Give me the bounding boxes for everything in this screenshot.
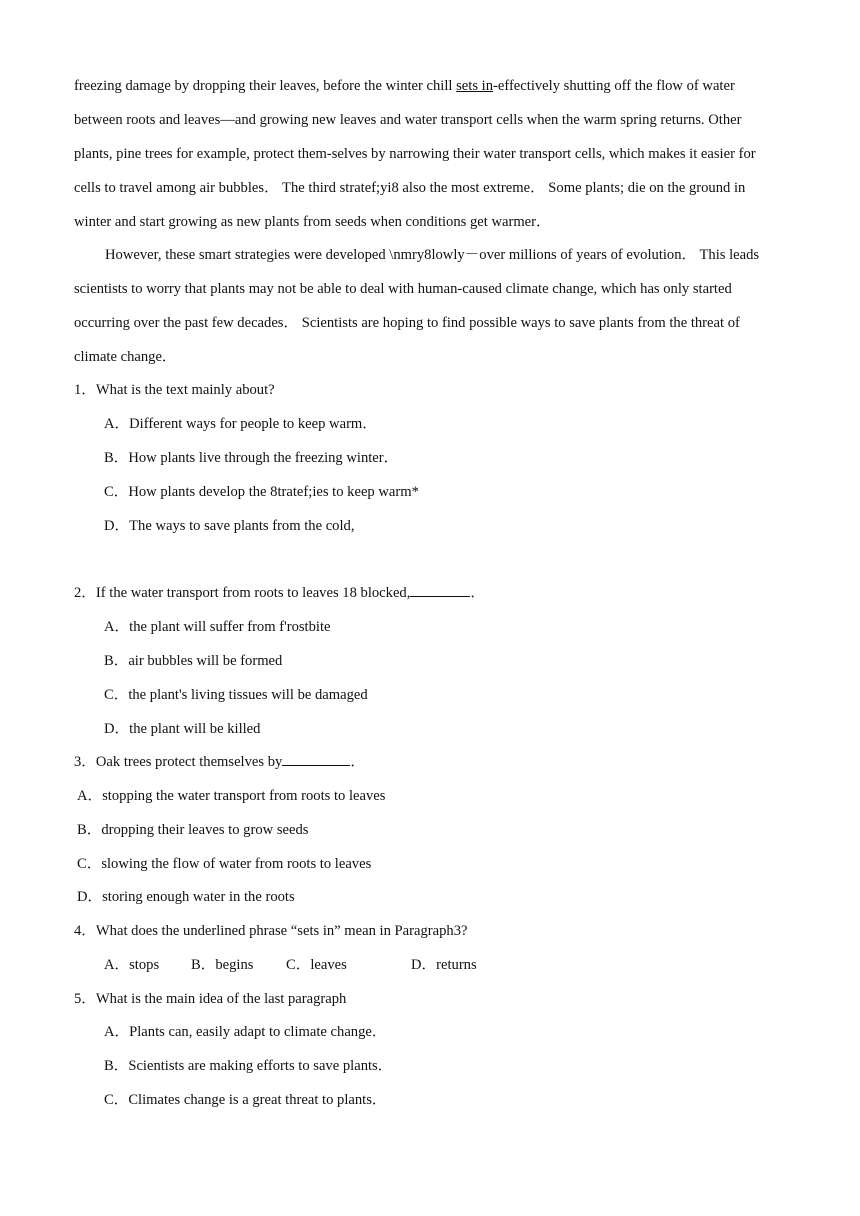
question-1-option-c[interactable]: C．How plants develop the 8tratef;ies to keep warm* [104, 484, 419, 500]
underlined-phrase: sets in [456, 78, 494, 94]
question-2-option-d[interactable]: D．the plant will be killed [104, 721, 261, 737]
question-4-option-a[interactable]: A．stops [104, 957, 160, 973]
question-1-stem: 1．What is the text mainly about? [74, 382, 275, 398]
question-4-option-c[interactable]: C．leaves [286, 957, 347, 973]
question-1-option-d[interactable]: D．The ways to save plants from the cold, [104, 518, 355, 534]
question-2-stem-text: 2．If the water transport from roots to leaves 18 blocked, [74, 585, 411, 601]
question-5-option-c[interactable]: C．Climates change is a great threat to plants． [104, 1092, 387, 1108]
question-2-option-b[interactable]: B．air bubbles will be formed [104, 653, 283, 669]
passage-line: cells to travel among air bubbles． The third stratef;yi8 also the most extreme． Some plants; die on the ground in [74, 180, 746, 196]
passage-line: However, these smart strategies were developed \nmry8lowly－over millions of years of evolution． This leads [105, 247, 760, 263]
question-3-stem [74, 753, 365, 771]
question-1-option-a[interactable]: A．Different ways for people to keep warm． [104, 416, 377, 432]
passage-line: climate change． [74, 349, 177, 365]
question-5-option-a[interactable]: A．Plants can, easily adapt to climate change． [104, 1024, 387, 1040]
question-3-stem-text: 3．Oak trees protect themselves by [74, 754, 283, 770]
question-2-stem [74, 584, 485, 602]
passage-line: winter and start growing as new plants from seeds when conditions get warmer． [74, 214, 551, 230]
passage-line: between roots and leaves—and growing new leaves and water transport cells when the warm spring returns. Other [74, 112, 742, 128]
question-1-option-b[interactable]: B．How plants live through the freezing winter． [104, 450, 399, 466]
question-2-stem-end: ． [470, 585, 485, 601]
passage-line: plants, pine trees for example, protect them-selves by narrowing their water transport cells, which makes it easier for [74, 146, 756, 162]
question-5-stem: 5．What is the main idea of the last paragraph [74, 991, 347, 1007]
answer-blank [282, 753, 350, 766]
question-3-option-b[interactable]: B．dropping their leaves to grow seeds [77, 822, 309, 838]
question-3-option-a[interactable]: A．stopping the water transport from roots to leaves [77, 788, 386, 804]
question-4-option-d[interactable]: D．returns [411, 957, 477, 973]
passage-text: -effectively shutting off the flow of water [493, 78, 735, 94]
question-4-stem: 4．What does the underlined phrase “sets in” mean in Paragraph3? [74, 923, 468, 939]
question-3-stem-end: ． [350, 754, 365, 770]
question-3-option-d[interactable]: D．storing enough water in the roots [77, 889, 295, 905]
passage-line [74, 77, 735, 95]
passage-text: freezing damage by dropping their leaves, before the winter chill [74, 78, 457, 94]
question-2-option-c[interactable]: C．the plant's living tissues will be damaged [104, 687, 368, 703]
question-4-option-b[interactable]: B．begins [191, 957, 254, 973]
passage-line: occurring over the past few decades． Scientists are hoping to find possible ways to save plants from the threat of [74, 315, 740, 331]
question-3-option-c[interactable]: C．slowing the flow of water from roots to leaves [77, 856, 372, 872]
answer-blank [410, 584, 470, 597]
question-5-option-b[interactable]: B．Scientists are making efforts to save plants． [104, 1058, 393, 1074]
question-2-option-a[interactable]: A．the plant will suffer from f'rostbite [104, 619, 331, 635]
passage-line: scientists to worry that plants may not be able to deal with human-caused climate change, which has only started [74, 281, 732, 297]
